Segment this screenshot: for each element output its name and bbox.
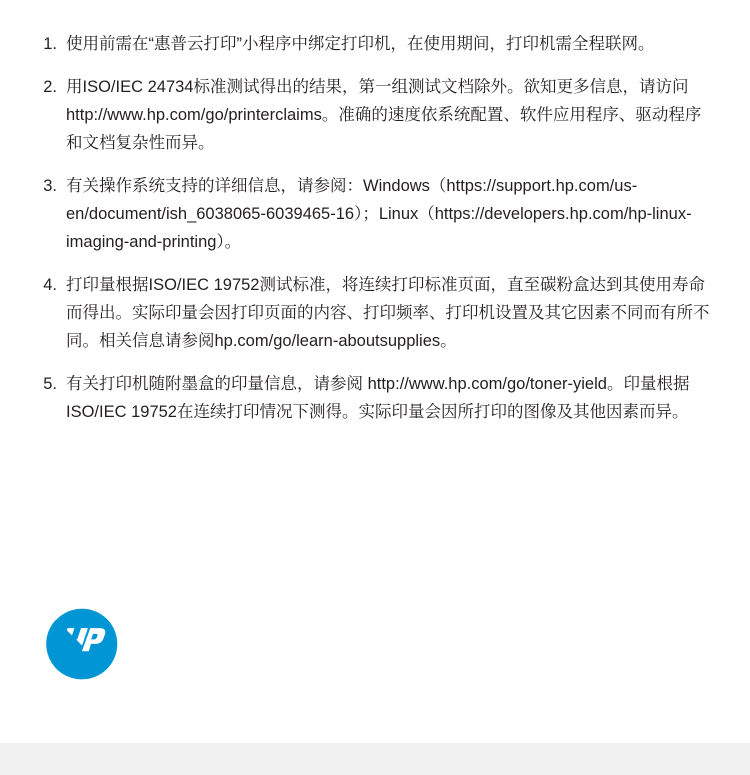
list-item xyxy=(36,271,714,355)
footnote-number: 5. xyxy=(43,375,57,393)
footnote-text: 使用前需在“惠普云打印”小程序中绑定打印机，在使用期间，打印机需全程联网。 xyxy=(66,35,655,53)
footnote-text: 用ISO/IEC 24734标准测试得出的结果，第一组测试文档除外。欲知更多信息，请访问http://www.hp.com/go/printerclaims。准确的速度依系统配置、软件应用程序、驱动程序和文档复杂性而异。 xyxy=(66,78,702,152)
list-item xyxy=(36,370,714,426)
footer-bar xyxy=(0,743,750,775)
hp-logo xyxy=(46,608,118,680)
footnote-text: 打印量根据ISO/IEC 19752测试标准，将连续打印标准页面，直至碳粉盒达到其使用寿命而得出。实际印量会因打印页面的内容、打印频率、打印机设置及其它因素不同而有所不同。相关信息请参阅hp.com/go/learn-aboutsupplies。 xyxy=(66,276,710,350)
list-item xyxy=(36,30,714,58)
list-item xyxy=(36,172,714,256)
footnote-number: 2. xyxy=(43,78,57,96)
list-item xyxy=(36,73,714,157)
footnote-number: 3. xyxy=(43,177,57,195)
footnote-text: 有关打印机随附墨盒的印量信息，请参阅 http://www.hp.com/go/toner-yield。印量根据ISO/IEC 19752在连续打印情况下测得。实际印量会因所打印的图像及其他因素而异。 xyxy=(66,375,690,421)
footnote-list xyxy=(36,30,714,426)
footnote-number: 4. xyxy=(43,276,57,294)
footnote-text: 有关操作系统支持的详细信息，请参阅：Windows（https://support.hp.com/us-en/document/ish_6038065-6039465-16）；Linux（https://developers.hp.com/hp-linux-imaging-and-printing）。 xyxy=(66,177,692,251)
hp-logo-icon xyxy=(46,608,118,680)
footnote-number: 1. xyxy=(43,35,57,53)
